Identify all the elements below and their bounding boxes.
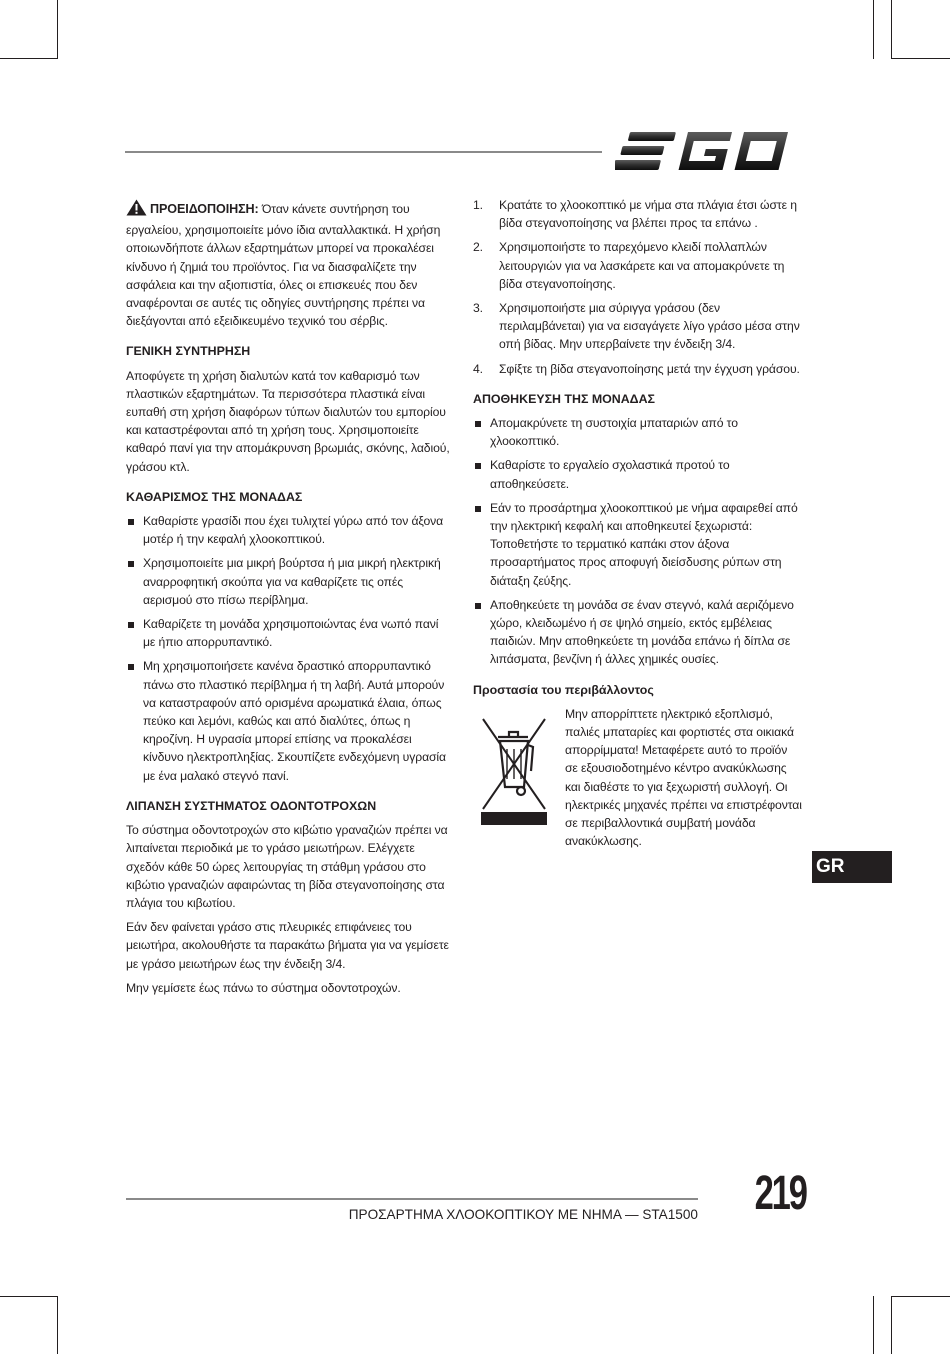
grease-steps-list	[473, 196, 803, 378]
crop-mark-bottom-right-v	[873, 1296, 874, 1354]
step-text: Χρησιμοποιήστε το παρεχόμενο κλειδί πολλαπλών λειτουργιών για να λασκάρετε και να απομακρύνετε τη βίδα στεγανοποίησης.	[499, 240, 785, 291]
cleaning-list	[126, 512, 452, 785]
crossed-out-wheelie-bin-icon	[481, 709, 547, 825]
page-number: 219	[754, 1167, 806, 1220]
footer-rule	[126, 1198, 698, 1200]
step-text: Χρησιμοποιήστε μια σύριγγα γράσου (δεν περιλαμβάνεται) για να εισαγάγετε λίγο γράσο μέσα στην οπή βίδας. Μην υπερβαίνετε την ένδειξη 3/4.	[499, 301, 800, 352]
right-column	[473, 196, 803, 857]
footer-title: ΠΡΟΣΑΡΤΗΜΑ ΧΛΟΟΚΟΠΤΙΚΟΥ ΜΕ ΝΗΜΑ — STA1500	[348, 1207, 698, 1222]
storage-list	[473, 414, 803, 669]
crop-mark-top-left-h	[0, 58, 58, 59]
warning-title: ΠΡΟΕΙΔΟΠΟΙΗΣΗ:	[150, 202, 259, 216]
crop-mark-top-left-v	[57, 0, 58, 59]
crop-mark-top-right-h	[891, 58, 950, 59]
lubrication-heading: ΛΙΠΑΝΣΗ ΣΥΣΤΗΜΑΤΟΣ ΟΔΟΝΤΟΤΡΟΧΩΝ	[126, 798, 377, 813]
crop-mark-top-right-v	[873, 0, 874, 59]
list-item: Χρησιμοποιείτε μια μικρή βούρτσα ή μια μικρή ηλεκτρική αναρροφητική σκούπα για να καθαρίζετε τις οπές αερισμού στο πίσω περίβλημα.	[126, 554, 452, 609]
step-number: 1.	[473, 198, 483, 212]
step-item	[473, 360, 803, 378]
list-item: Εάν το προσάρτημα χλοοκοπτικού με νήμα αφαιρεθεί από την ηλεκτρική κεφαλή και αποθηκευτεί ξεχωριστά: Τοποθετήστε το τερματικό καπάκι στον άξονα προσαρτήματος προς αποφυγή διείσδυσης ρύπων στη διάταξη ζεύξης.	[473, 499, 803, 590]
list-item: Αποθηκεύετε τη μονάδα σε έναν στεγνό, καλά αεριζόμενο χώρο, κλειδωμένο ή σε ψηλό σημείο, εκτός εμβέλειας παιδιών. Μην αποθηκεύετε τη μονάδα επάνω ή δίπλα σε λιπάσματα, βενζίνη ή άλλες χημικές ουσίες.	[473, 596, 803, 669]
warning-text: Όταν κάνετε συντήρηση του εργαλείου, χρησιμοποιείτε μόνο ίδια ανταλλακτικά. Η χρήση οποιωνδήποτε άλλων εξαρτημάτων μπορεί να προκαλέσει κίνδυνο ή ζημιά του προϊόντος. Για να διασφαλίζετε την ασφάλεια και την αξιοπιστία, όλες οι επισκευές που δεν αναφέρονται σε αυτές τις οδηγίες συντήρησης πρέπει να διεξάγονται από εξειδικευμένο τεχνικό του σέρβις.	[126, 202, 441, 329]
step-number: 2.	[473, 240, 483, 255]
step-number: 3.	[473, 301, 483, 316]
list-item: Καθαρίστε το εργαλείο σχολαστικά προτού το αποθηκεύσετε.	[473, 456, 803, 492]
warning-triangle-icon	[126, 199, 147, 221]
step-text: Σφίξτε τη βίδα στεγανοποίησης μετά την έγχυση γράσου.	[499, 361, 800, 376]
step-item	[473, 299, 803, 354]
crop-mark-bottom-left-v	[57, 1296, 58, 1354]
environment-heading: Προστασία του περιβάλλοντος	[473, 682, 654, 697]
step-number: 4.	[473, 361, 483, 376]
list-item: Καθαρίστε γρασίδι που έχει τυλιχτεί γύρω από τον άξονα μοτέρ ή την κεφαλή χλοοκοπτικού.	[126, 512, 452, 548]
crop-mark-bottom-right-h	[891, 1296, 950, 1297]
lubrication-paragraph: Μην γεμίσετε έως πάνω το σύστημα οδοντοτροχών.	[126, 980, 401, 995]
language-tab: GR	[812, 851, 892, 883]
storage-heading: ΑΠΟΘΗΚΕΥΣΗ ΤΗΣ ΜΟΝΑΔΑΣ	[473, 391, 655, 406]
crop-mark-bottom-right-v2	[891, 1296, 892, 1354]
lubrication-paragraph: Εάν δεν φαίνεται γράσο στις πλευρικές επιφάνειες του μειωτήρα, ακολουθήστε τα παρακάτω βήματα για να γεμίσετε με γράσο μειωτήρων έως την ένδειξη 3/4.	[126, 920, 449, 971]
step-text: Κρατάτε το χλοοκοπτικό με νήμα στα πλάγια έτσι ώστε η βίδα στεγανοποίησης να βλέπει προς τα επάνω .	[499, 198, 797, 231]
step-item	[473, 196, 803, 232]
crop-mark-bottom-left-h	[0, 1296, 58, 1297]
general-maintenance-text: Αποφύγετε τη χρήση διαλυτών κατά τον καθαρισμό των πλαστικών εξαρτημάτων. Τα περισσότερα πλαστικά είναι ευπαθή στη χρήση διαφόρων τύπων διαλυτών του εμπορίου και καταστρέφονται από τη χρήση τους. Χρησιμοποιείτε καθαρό πανί για την απομάκρυνση βρωμιάς, σκόνης, λαδιού, γράσου κτλ.	[126, 368, 450, 474]
environment-text: Μην απορρίπτετε ηλεκτρικό εξοπλισμό, παλιές μπαταρίες και φορτιστές στα οικιακά απορρίμματα! Μεταφέρετε αυτό το προϊόν σε εξουσιοδοτημένο κέντρο ανακύκλωσης και διαθέστε το για ξεχωριστή συλλογή. Οι ηλεκτρικές μηχανές πρέπει να επιστρέφονται σε περιβαλλοντικά συμβατή μονάδα ανακύκλωσης.	[565, 706, 802, 849]
list-item: Απομακρύνετε τη συστοιχία μπαταριών από το χλοοκοπτικό.	[473, 414, 803, 450]
ego-logo	[615, 128, 799, 174]
list-item: Καθαρίζετε τη μονάδα χρησιμοποιώντας ένα νωπό πανί με ήπιο απορρυπαντικό.	[126, 615, 452, 651]
crop-mark-top-right-v2	[891, 0, 892, 59]
cleaning-heading: ΚΑΘΑΡΙΣΜΟΣ ΤΗΣ ΜΟΝΑΔΑΣ	[126, 489, 303, 504]
step-item	[473, 238, 803, 293]
environment-block	[473, 705, 803, 851]
left-column	[126, 196, 452, 1003]
lubrication-paragraph: Το σύστημα οδοντοτροχών στο κιβώτιο γραναζιών πρέπει να λιπαίνεται περιοδικά με το γράσο μειωτήρων. Ελέγχετε σχεδόν κάθε 50 ώρες λειτουργίας τη στάθμη γράσου στο κιβώτιο γραναζιών αφαιρώντας τη βίδα στεγανοποίησης στα πλάγια του κιβωτίου.	[126, 823, 448, 910]
header-rule	[125, 151, 602, 153]
list-item: Μη χρησιμοποιήσετε κανένα δραστικό απορρυπαντικό πάνω στο πλαστικό περίβλημα ή τη λαβή. Αυτά μπορούν να καταστραφούν από ορισμένα αρωματικά έλαια, όπως πεύκο και λεμόνι, καθώς και από διαλύτες, όπως η κηροζίνη. Η υγρασία μπορεί επίσης να προκαλέσει κίνδυνο ηλεκτροπληξίας. Σκουπίζετε ενδεχόμενη υγρασία με ένα μαλακό στεγνό πανί.	[126, 657, 452, 784]
warning-block	[126, 199, 452, 330]
general-maintenance-heading: ΓΕΝΙΚΗ ΣΥΝΤΗΡΗΣΗ	[126, 344, 251, 359]
